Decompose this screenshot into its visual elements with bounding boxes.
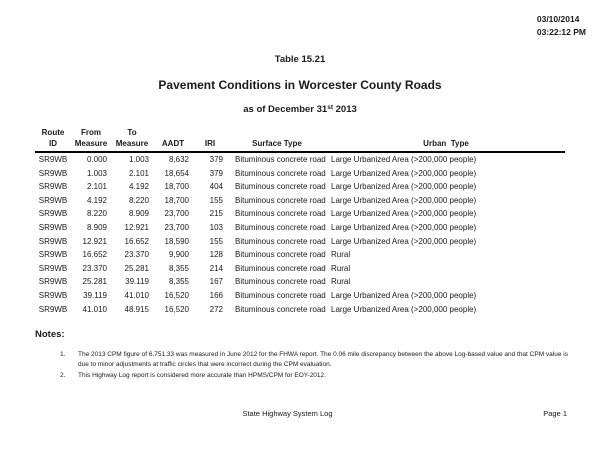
table-cell: 23.370 bbox=[82, 263, 107, 273]
column-header-surface-type: Surface Type bbox=[227, 127, 327, 152]
table-cell: SR9WB bbox=[38, 155, 68, 164]
note-number: 2. bbox=[60, 371, 66, 379]
table-cell: Bituminous concrete road bbox=[235, 182, 326, 192]
table-number-label: Table 15.21 bbox=[274, 54, 326, 65]
table-cell: 2.101 bbox=[128, 168, 149, 178]
table-cell: Large Urbanized Area (>200,000 people) bbox=[331, 290, 477, 300]
table-row bbox=[35, 248, 565, 262]
table-cell: 9,900 bbox=[168, 250, 189, 260]
table-cell: Bituminous concrete road bbox=[235, 290, 326, 300]
table-cell: Bituminous concrete road bbox=[235, 155, 326, 164]
table-row bbox=[35, 152, 565, 167]
column-header-to-measure: To Measure bbox=[111, 127, 153, 152]
print-date: 03/10/2014 bbox=[536, 14, 580, 24]
table-cell: Bituminous concrete road bbox=[235, 236, 326, 246]
table-cell: SR9WB bbox=[38, 290, 68, 300]
column-header-iri: IRI bbox=[193, 127, 227, 152]
table-cell: SR9WB bbox=[38, 222, 68, 232]
table-cell: 128 bbox=[209, 250, 223, 260]
table-cell: Large Urbanized Area (>200,000 people) bbox=[331, 168, 477, 178]
column-header-route-id: Route ID bbox=[35, 127, 71, 152]
page-subtitle bbox=[0, 104, 600, 115]
table-cell: Bituminous concrete road bbox=[235, 209, 326, 219]
table-cell: Rural bbox=[331, 277, 351, 287]
table-cell: 8.220 bbox=[86, 209, 107, 219]
column-header-from-measure: From Measure bbox=[71, 127, 111, 152]
table-header bbox=[35, 127, 565, 152]
table-cell: 155 bbox=[209, 195, 223, 205]
print-datetime bbox=[537, 13, 586, 38]
table-cell: SR9WB bbox=[38, 263, 68, 273]
note-item bbox=[60, 350, 577, 371]
table-cell: Large Urbanized Area (>200,000 people) bbox=[331, 209, 477, 219]
table-cell: 39.119 bbox=[83, 290, 107, 300]
table-cell: 379 bbox=[209, 155, 223, 164]
table-row bbox=[35, 167, 565, 181]
table-cell: Bituminous concrete road bbox=[235, 250, 326, 260]
note-number: 1. bbox=[60, 351, 66, 358]
table-cell: 23,700 bbox=[164, 222, 189, 232]
table-row bbox=[35, 289, 565, 303]
table-cell: SR9WB bbox=[38, 277, 68, 287]
footer-page-number: Page 1 bbox=[543, 409, 567, 418]
table-cell: 12.921 bbox=[82, 236, 107, 246]
table-cell: 4.192 bbox=[86, 195, 107, 205]
footer-document-name: State Highway System Log bbox=[242, 409, 333, 418]
table-cell: 4.192 bbox=[128, 182, 149, 192]
table-cell: 8,355 bbox=[168, 263, 189, 273]
table-cell: Large Urbanized Area (>200,000 people) bbox=[331, 155, 477, 164]
table-row bbox=[35, 221, 565, 235]
table-cell: 8,632 bbox=[168, 155, 189, 164]
table-cell: 23.370 bbox=[124, 250, 149, 260]
table-cell: 404 bbox=[209, 182, 223, 192]
notes-heading: Notes: bbox=[35, 329, 65, 340]
table-cell: 16,520 bbox=[164, 290, 189, 300]
print-time: 03:22:12 PM bbox=[536, 26, 586, 37]
table-cell: 1.003 bbox=[128, 155, 149, 164]
table-cell: SR9WB bbox=[38, 250, 68, 260]
table-cell: 41.010 bbox=[124, 290, 149, 300]
table-row bbox=[35, 180, 565, 194]
table-cell: 16,520 bbox=[164, 304, 189, 314]
subtitle-prefix: as of December 31 bbox=[243, 104, 328, 115]
table-cell: Large Urbanized Area (>200,000 people) bbox=[331, 236, 477, 246]
table-body bbox=[35, 152, 565, 316]
table-cell: 379 bbox=[209, 168, 223, 178]
table-cell: 18,590 bbox=[164, 236, 189, 246]
note-item bbox=[60, 371, 577, 381]
table-cell: SR9WB bbox=[38, 195, 68, 205]
table-cell: 16.652 bbox=[82, 250, 107, 260]
table-row bbox=[35, 262, 565, 276]
table-cell: 215 bbox=[209, 209, 223, 219]
table-cell: SR9WB bbox=[38, 182, 68, 192]
table-cell: 39.119 bbox=[125, 277, 149, 287]
column-header-urban-type: Urban Type bbox=[327, 127, 565, 152]
table-cell: 18,654 bbox=[164, 168, 189, 178]
subtitle-superscript: st bbox=[327, 104, 333, 111]
table-cell: 12.921 bbox=[124, 222, 149, 232]
table-cell: Bituminous concrete road bbox=[235, 277, 326, 287]
table-header-row bbox=[35, 127, 565, 152]
table-cell: 8.909 bbox=[128, 209, 149, 219]
table-cell: Large Urbanized Area (>200,000 people) bbox=[331, 195, 477, 205]
subtitle-suffix: 2013 bbox=[332, 104, 357, 115]
table-row bbox=[35, 275, 565, 289]
table-row bbox=[35, 207, 565, 221]
notes-list bbox=[60, 350, 577, 381]
table-cell: 18,700 bbox=[164, 195, 189, 205]
table-row bbox=[35, 235, 565, 249]
pavement-conditions-table bbox=[35, 127, 565, 316]
table-cell: Rural bbox=[331, 263, 351, 273]
table-cell: Bituminous concrete road bbox=[235, 168, 326, 178]
table-cell: Bituminous concrete road bbox=[235, 195, 326, 205]
table-cell: Bituminous concrete road bbox=[235, 263, 326, 273]
table-row bbox=[35, 194, 565, 208]
table-cell: Bituminous concrete road bbox=[235, 222, 326, 232]
table-cell: 25.281 bbox=[124, 263, 149, 273]
table-cell: 18,700 bbox=[164, 182, 189, 192]
table-cell: 1.003 bbox=[86, 168, 107, 178]
note-text: The 2013 CPM figure of 6,751.33 was measured in June 2012 for the FHWA report. The 0.06 mile discrepancy between the above Log-based value and that CPM value is due to minor adjustments at traffic circles that were incorrect during the CPM evaluation. bbox=[78, 351, 568, 369]
table-cell: SR9WB bbox=[38, 168, 68, 178]
table-cell: 272 bbox=[209, 304, 223, 314]
table-cell: 23,700 bbox=[164, 209, 189, 219]
table-cell: SR9WB bbox=[38, 209, 68, 219]
table-cell: 48.915 bbox=[124, 304, 149, 314]
table-cell: 2.101 bbox=[86, 182, 107, 192]
page-title: Pavement Conditions in Worcester County Roads bbox=[158, 78, 442, 92]
table-cell: 8.909 bbox=[86, 222, 107, 232]
table-cell: 103 bbox=[209, 222, 223, 232]
table-row bbox=[35, 303, 565, 317]
table-cell: 25.281 bbox=[82, 277, 107, 287]
note-text: This Highway Log report is considered more accurate than HPMS/CPM for EOY-2012. bbox=[78, 371, 326, 379]
table-cell: Bituminous concrete road bbox=[235, 304, 326, 314]
table-cell: Large Urbanized Area (>200,000 people) bbox=[331, 222, 477, 232]
table-cell: Large Urbanized Area (>200,000 people) bbox=[331, 182, 477, 192]
table-cell: 41.010 bbox=[82, 304, 107, 314]
table-cell: Rural bbox=[331, 250, 351, 260]
table-cell: 214 bbox=[209, 263, 223, 273]
table-cell: 8.220 bbox=[128, 195, 149, 205]
table-cell: SR9WB bbox=[38, 236, 68, 246]
table-cell: 155 bbox=[209, 236, 223, 246]
column-header-aadt: AADT bbox=[153, 127, 193, 152]
table-cell: 167 bbox=[209, 277, 223, 287]
table-cell: 8,355 bbox=[168, 277, 189, 287]
table-cell: 0.000 bbox=[86, 155, 107, 164]
table-cell: 16.652 bbox=[124, 236, 149, 246]
table-cell: 166 bbox=[209, 290, 223, 300]
table-cell: Large Urbanized Area (>200,000 people) bbox=[331, 304, 477, 314]
table-cell: SR9WB bbox=[38, 304, 68, 314]
